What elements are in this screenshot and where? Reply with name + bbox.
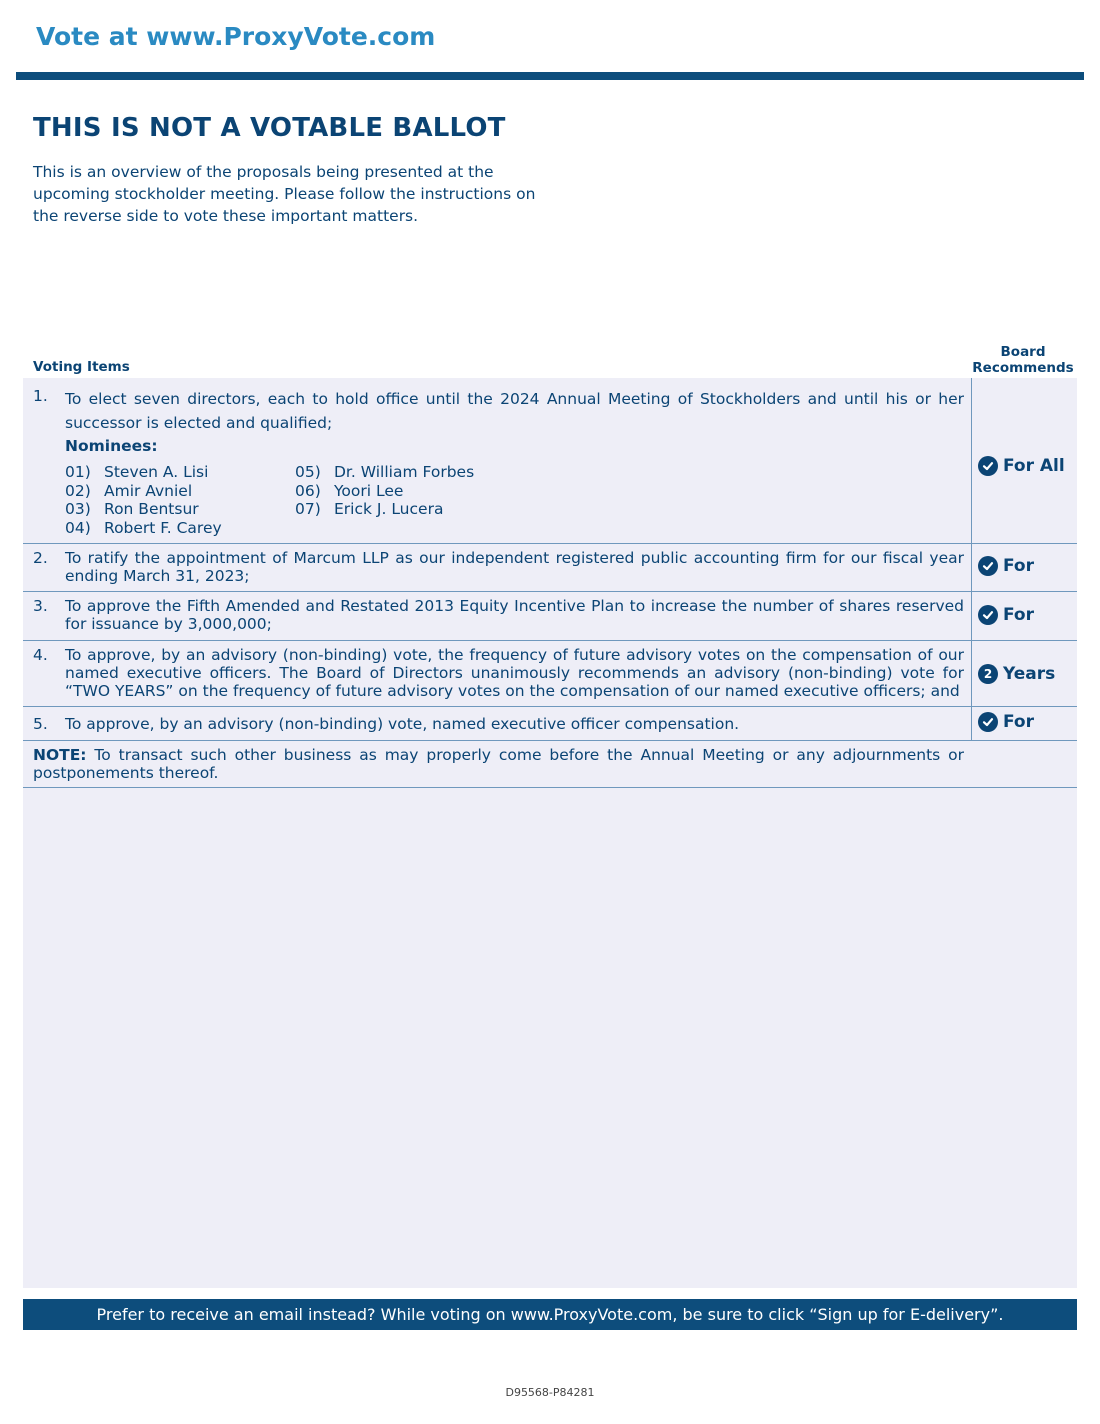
nominee: 04) Robert F. Carey [65,518,222,537]
recommendation-label: For [1003,605,1034,625]
nominees-right-column [295,463,474,519]
board-recommends-header [972,344,1074,376]
check-circle-icon [978,556,998,576]
board-recommendation-cell [971,378,1078,543]
item-number: 3. [33,597,48,615]
nominee: 03) Ron Bentsur [65,500,199,518]
item-text: To approve, by an advisory (non-binding) vote, the frequency of future advisory votes on the compensation of our named executive officers. The Board of Directors unanimously recommends an advisory (non-binding) vote for “TWO YEARS” on the frequency of future advisory votes on the compensation of our named executive officers; and [65,646,964,700]
voting-items-header: Voting Items [33,359,130,375]
item-text: To approve the Fifth Amended and Restated 2013 Equity Incentive Plan to increase the number of shares reserved for issuance by 3,000,000; [65,597,964,633]
board-recommendation-cell [971,544,1078,591]
recommendation-label: For [1003,556,1034,576]
board-recommendation-cell [971,707,1078,740]
recommendation-label: Years [1003,664,1056,684]
nominees-left-column [65,463,222,537]
voting-items-panel [23,378,1077,1288]
check-circle-icon [978,605,998,625]
nominee: 02) Amir Avniel [65,481,193,500]
note-row [23,741,1077,788]
item-number: 1. [33,387,48,405]
board-header-line2: Recommends [972,360,1074,376]
board-recommendation-cell [971,592,1078,640]
recommendation-label: For All [1003,456,1065,476]
header-divider [16,72,1084,80]
voting-item-1 [23,378,1077,544]
board-header-line1: Board [1000,344,1046,360]
item-text: To approve, by an advisory (non-binding) vote, named executive officer compensation. [65,715,740,733]
voting-item-3 [23,592,1077,641]
nominees-label: Nominees: [65,437,158,455]
item-number: 2. [33,549,48,567]
nominee: 07) Erick J. Lucera [295,500,444,518]
note-label: NOTE: [33,746,87,764]
nominee: 06) Yoori Lee [295,481,404,500]
item-text: To ratify the appointment of Marcum LLP as our independent registered public accounting firm for our fiscal year ending March 31, 2023; [65,549,964,585]
note-text [33,746,964,782]
voting-item-2 [23,544,1077,592]
item-number: 4. [33,646,48,664]
check-circle-icon [978,712,998,732]
edelivery-banner: Prefer to receive an email instead? While voting on www.ProxyVote.com, be sure to click “Sign up for E-delivery”. [23,1299,1077,1330]
proxyvote-link[interactable]: Vote at www.ProxyVote.com [36,22,436,51]
document-code: D95568-P84281 [505,1386,595,1399]
nominee: 05) Dr. William Forbes [295,463,475,481]
note-body: To transact such other business as may properly come before the Annual Meeting or any adjournments or postponements thereof. [33,746,964,782]
item-number: 5. [33,715,48,733]
check-circle-icon [978,456,998,476]
recommendation-label: For [1003,712,1034,732]
page-title: THIS IS NOT A VOTABLE BALLOT [33,113,506,143]
board-recommendation-cell [971,641,1078,706]
voting-item-4 [23,641,1077,707]
item-text: To elect seven directors, each to hold office until the 2024 Annual Meeting of Stockholders and until his or her successor is elected and qualified; [65,390,964,432]
voting-item-5 [23,707,1077,741]
nominee: 01) Steven A. Lisi [65,463,209,481]
intro-paragraph: This is an overview of the proposals being presented at the upcoming stockholder meeting. Please follow the instructions on the reverse side to vote these important matters. [33,163,536,225]
number-two-circle-icon: 2 [978,664,998,684]
